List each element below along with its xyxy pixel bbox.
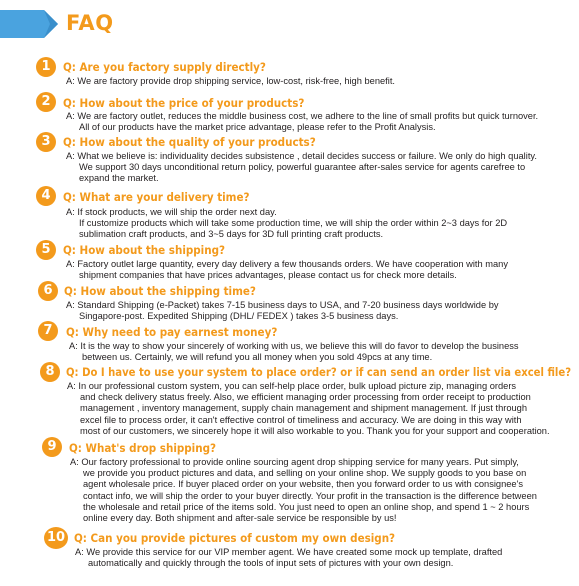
- faq-question: Q: How about the shipping?: [63, 243, 225, 257]
- faq-answer: [66, 259, 508, 281]
- answer-line: A: Our factory professional to provide online sourcing agent drop shipping service for many years. Put simply,: [70, 457, 519, 467]
- answer-line: A: Factory outlet large quantity, every day delivery a few thousands orders. We have cooperation with many: [66, 259, 509, 269]
- faq-answer: [66, 111, 538, 133]
- faq-answer: [67, 381, 550, 437]
- answer-line: A: It is the way to show your sincerely of working with us, we believe this will do favor to develop the business: [69, 341, 519, 351]
- faq-answer: [69, 341, 519, 363]
- answer-line: excel file to process order, it can't effective control of timeliness and accuracy. We are doing in this way with: [80, 414, 522, 425]
- faq-answer: [70, 457, 537, 524]
- answer-line: the wholesale and retail price of the items sold. You just need to open an online shop, and spend 1 ~ 2 hours: [83, 501, 530, 512]
- answer-line: we provide you product pictures and data, and selling on your online shop. We supply goods to you base on: [83, 468, 527, 479]
- page-title: FAQ: [66, 11, 114, 35]
- faq-question: Q: Can you provide pictures of custom my own design?: [74, 531, 396, 545]
- faq-number-badge: 8: [40, 362, 60, 382]
- faq-number-badge: 10: [44, 527, 68, 549]
- answer-line: automatically and quickly through the tools of input sets of pictures with your own design.: [88, 558, 454, 569]
- faq-question: Q: How about the shipping time?: [64, 284, 256, 298]
- answer-line: A: In our professional custom system, you can self-help place order, bulk upload picture zip, managing orders: [67, 381, 517, 391]
- faq-answer: [66, 300, 499, 322]
- faq-number-badge: 9: [42, 437, 62, 457]
- answer-line: online every day. Both shipment and after-sale service be responsible by us!: [83, 513, 397, 524]
- answer-line: A: We provide this service for our VIP member agent. We have created some mock up template, drafted: [75, 547, 503, 557]
- faq-number-badge: 3: [36, 132, 56, 152]
- faq-number-badge: 5: [36, 240, 56, 260]
- faq-answer: [75, 547, 502, 569]
- answer-line: A: Standard Shipping (e-Packet) takes 7-15 business days to USA, and 7-20 business days worldwide by: [66, 300, 499, 310]
- faq-question: Q: Are you factory supply directly?: [63, 60, 266, 74]
- answer-line: management , inventory management, supply chain management and shipment management. If just through: [80, 403, 528, 414]
- faq-answer: [66, 76, 395, 87]
- answer-line: A: We are factory provide drop shipping service, low-cost, risk-free, high benefit.: [66, 76, 395, 86]
- faq-number-badge: 4: [36, 186, 56, 206]
- faq-number-badge: 7: [38, 321, 58, 341]
- faq-number-badge: 6: [38, 281, 58, 301]
- answer-line: agent wholesale price. If buyer placed order on your website, then you forward order to us with consignee's: [83, 479, 524, 490]
- answer-line: All of our products have the market price advantage, please refer to the Profit Analysis.: [79, 122, 436, 133]
- answer-line: A: We are factory outlet, reduces the middle business cost, we adhere to the line of small profits but quick turnover.: [66, 111, 539, 121]
- faq-number-badge: 1: [36, 57, 56, 77]
- answer-line: and check delivery status freely. Also, we efficient managing order processing from order receipt to production: [80, 392, 531, 403]
- answer-line: We support 30 days unconditional return policy, powerful guarantee after-sales service for agents carefree to: [79, 162, 526, 173]
- faq-question: Q: How about the price of your products?: [63, 96, 305, 110]
- answer-line: sublimation craft products, and 3~5 days for 3D full printing craft products.: [79, 229, 384, 240]
- faq-question: Q: Why need to pay earnest money?: [66, 325, 278, 339]
- faq-question: Q: How about the quality of your products?: [63, 135, 316, 149]
- answer-line: shipment companies that have prices advantages, please contact us for check more details.: [79, 270, 457, 281]
- faq-number-badge: 2: [36, 92, 56, 112]
- answer-line: Singapore-post. Expedited Shipping (DHL/ FEDEX ) takes 3-5 business days.: [79, 311, 399, 322]
- faq-answer: [66, 207, 507, 241]
- faq-question: Q: What's drop shipping?: [69, 441, 216, 455]
- faq-answer: [66, 151, 537, 185]
- answer-line: If customize products which will take some production time, we will ship the order within 2~3 days for 2D: [79, 218, 508, 229]
- answer-line: expand the market.: [79, 173, 159, 184]
- answer-line: A: What we believe is: individuality decides subsistence , detail decides success or failure. We only do high quality.: [66, 151, 537, 161]
- answer-line: between us. Certainly, we will refund you all money when you sold 49pcs at any time.: [82, 352, 433, 363]
- answer-line: A: If stock products, we will ship the order next day.: [66, 207, 277, 217]
- header-banner-arrow: [0, 8, 60, 40]
- faq-question: Q: What are your delivery time?: [63, 190, 250, 204]
- answer-line: most of our customers, we sincerely hope it will also workable to you. Thank you for your support and cooperation.: [80, 425, 550, 436]
- faq-question: Q: Do I have to use your system to place order? or if can send an order list via excel file?: [66, 365, 572, 379]
- answer-line: contact info, we will ship the order to your buyer directly. Your profit in the transaction is the difference between: [83, 490, 537, 501]
